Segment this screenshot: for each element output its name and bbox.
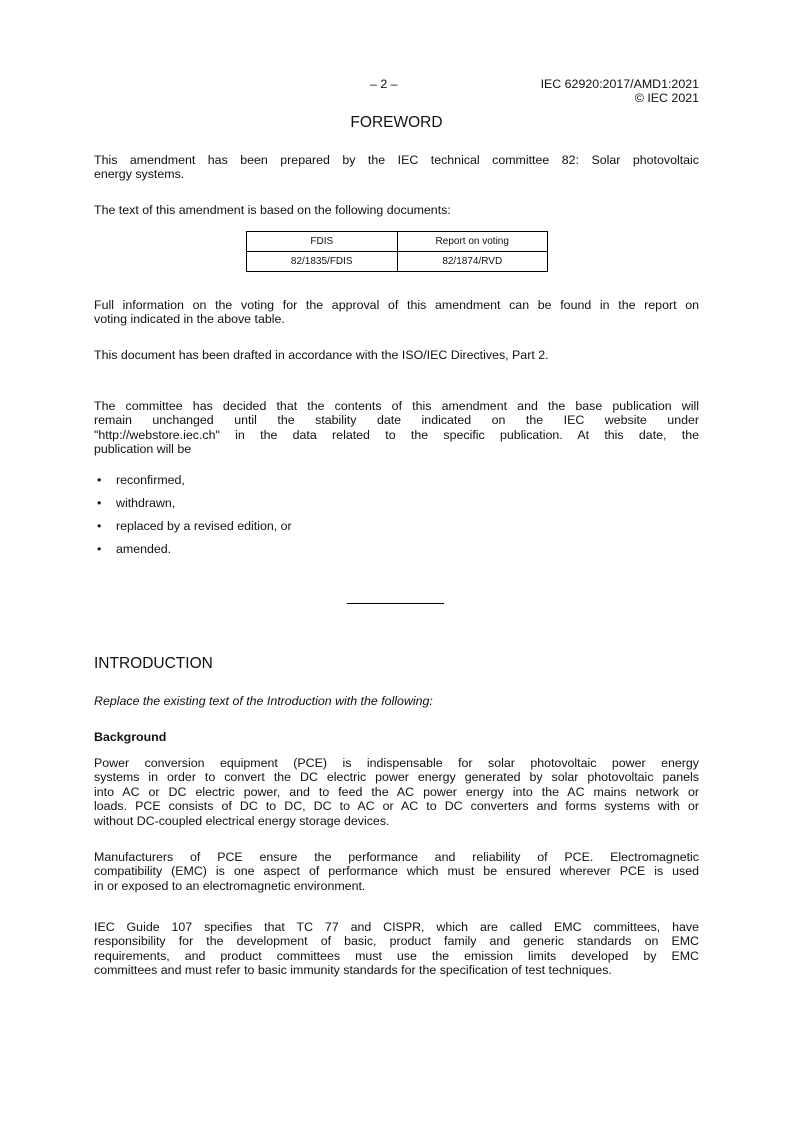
text-line: requirements, and product committees must use the emission limits developed by EMC xyxy=(94,948,699,963)
foreword-paragraph xyxy=(94,298,699,327)
introduction-title: INTRODUCTION xyxy=(94,655,213,672)
text-line: IEC Guide 107 specifies that TC 77 and CISPR, which are called EMC committees, have xyxy=(94,920,699,934)
text-line: committees and must refer to basic immunity standards for the specification of test techniques. xyxy=(94,963,612,978)
copyright: © IEC 2021 xyxy=(634,91,699,105)
text-line: This amendment has been prepared by the IEC technical committee 82: Solar photovoltaic xyxy=(94,153,699,167)
foreword-paragraph xyxy=(94,153,699,182)
foreword-paragraph xyxy=(94,348,699,362)
text-line: Power conversion equipment (PCE) is indispensable for solar photovoltaic power energy xyxy=(94,756,699,770)
text-line: The text of this amendment is based on the following documents: xyxy=(94,203,451,217)
text-line: energy systems. xyxy=(94,167,185,182)
text-line: remain unchanged until the stability date indicated on the IEC website under xyxy=(94,413,699,428)
bullet-icon: • xyxy=(97,473,102,487)
bullet-icon: • xyxy=(97,496,102,510)
foreword-title: FOREWORD xyxy=(350,114,443,131)
instruction-text: Replace the existing text of the Introduction with the following: xyxy=(94,694,433,708)
text-line: responsibility for the development of basic, product family and generic standards on EMC xyxy=(94,934,699,949)
foreword-paragraph xyxy=(94,203,699,217)
table-cell: 82/1874/RVD xyxy=(397,252,548,272)
subheading: Background xyxy=(94,730,167,744)
intro-paragraph xyxy=(94,850,699,893)
table-header-cell: FDIS xyxy=(247,232,398,252)
foreword-paragraph xyxy=(94,399,699,457)
document-id: IEC 62920:2017/AMD1:2021 xyxy=(540,77,699,91)
bullet-icon: • xyxy=(97,519,102,533)
text-line: compatibility (EMC) is one aspect of performance which must be ensured wherever PCE is used xyxy=(94,864,699,879)
table-row xyxy=(247,252,548,272)
table-header-cell: Report on voting xyxy=(397,232,548,252)
text-line: loads. PCE consists of DC to DC, DC to AC or AC to DC converters and forms systems with or xyxy=(94,799,699,814)
text-line: in or exposed to an electromagnetic environment. xyxy=(94,878,366,893)
intro-paragraph xyxy=(94,920,699,978)
intro-paragraph xyxy=(94,756,699,828)
documents-table xyxy=(246,231,548,272)
text-line: This document has been drafted in accordance with the ISO/IEC Directives, Part 2. xyxy=(94,348,549,362)
bullet-icon: • xyxy=(97,542,102,556)
text-line: without DC-coupled electrical energy storage devices. xyxy=(94,813,390,828)
text-line: Full information on the voting for the approval of this amendment can be found in the report on xyxy=(94,298,699,312)
text-line: The committee has decided that the contents of this amendment and the base publication will xyxy=(94,399,699,413)
text-line: publication will be xyxy=(94,442,192,457)
text-line: systems in order to convert the DC electric power energy generated by solar photovoltaic panels xyxy=(94,770,699,785)
table-header-row xyxy=(247,232,548,252)
text-line: voting indicated in the above table. xyxy=(94,312,285,327)
text-line: into AC or DC electric power, and to feed the AC power energy into the AC mains network or xyxy=(94,784,699,799)
page-number: – 2 – xyxy=(370,77,398,91)
text-line: Manufacturers of PCE ensure the performance and reliability of PCE. Electromagnetic xyxy=(94,850,699,864)
text-line: "http://webstore.iec.ch" in the data related to the specific publication. At this date, the xyxy=(94,427,699,442)
section-separator xyxy=(347,603,444,604)
table-cell: 82/1835/FDIS xyxy=(247,252,398,272)
